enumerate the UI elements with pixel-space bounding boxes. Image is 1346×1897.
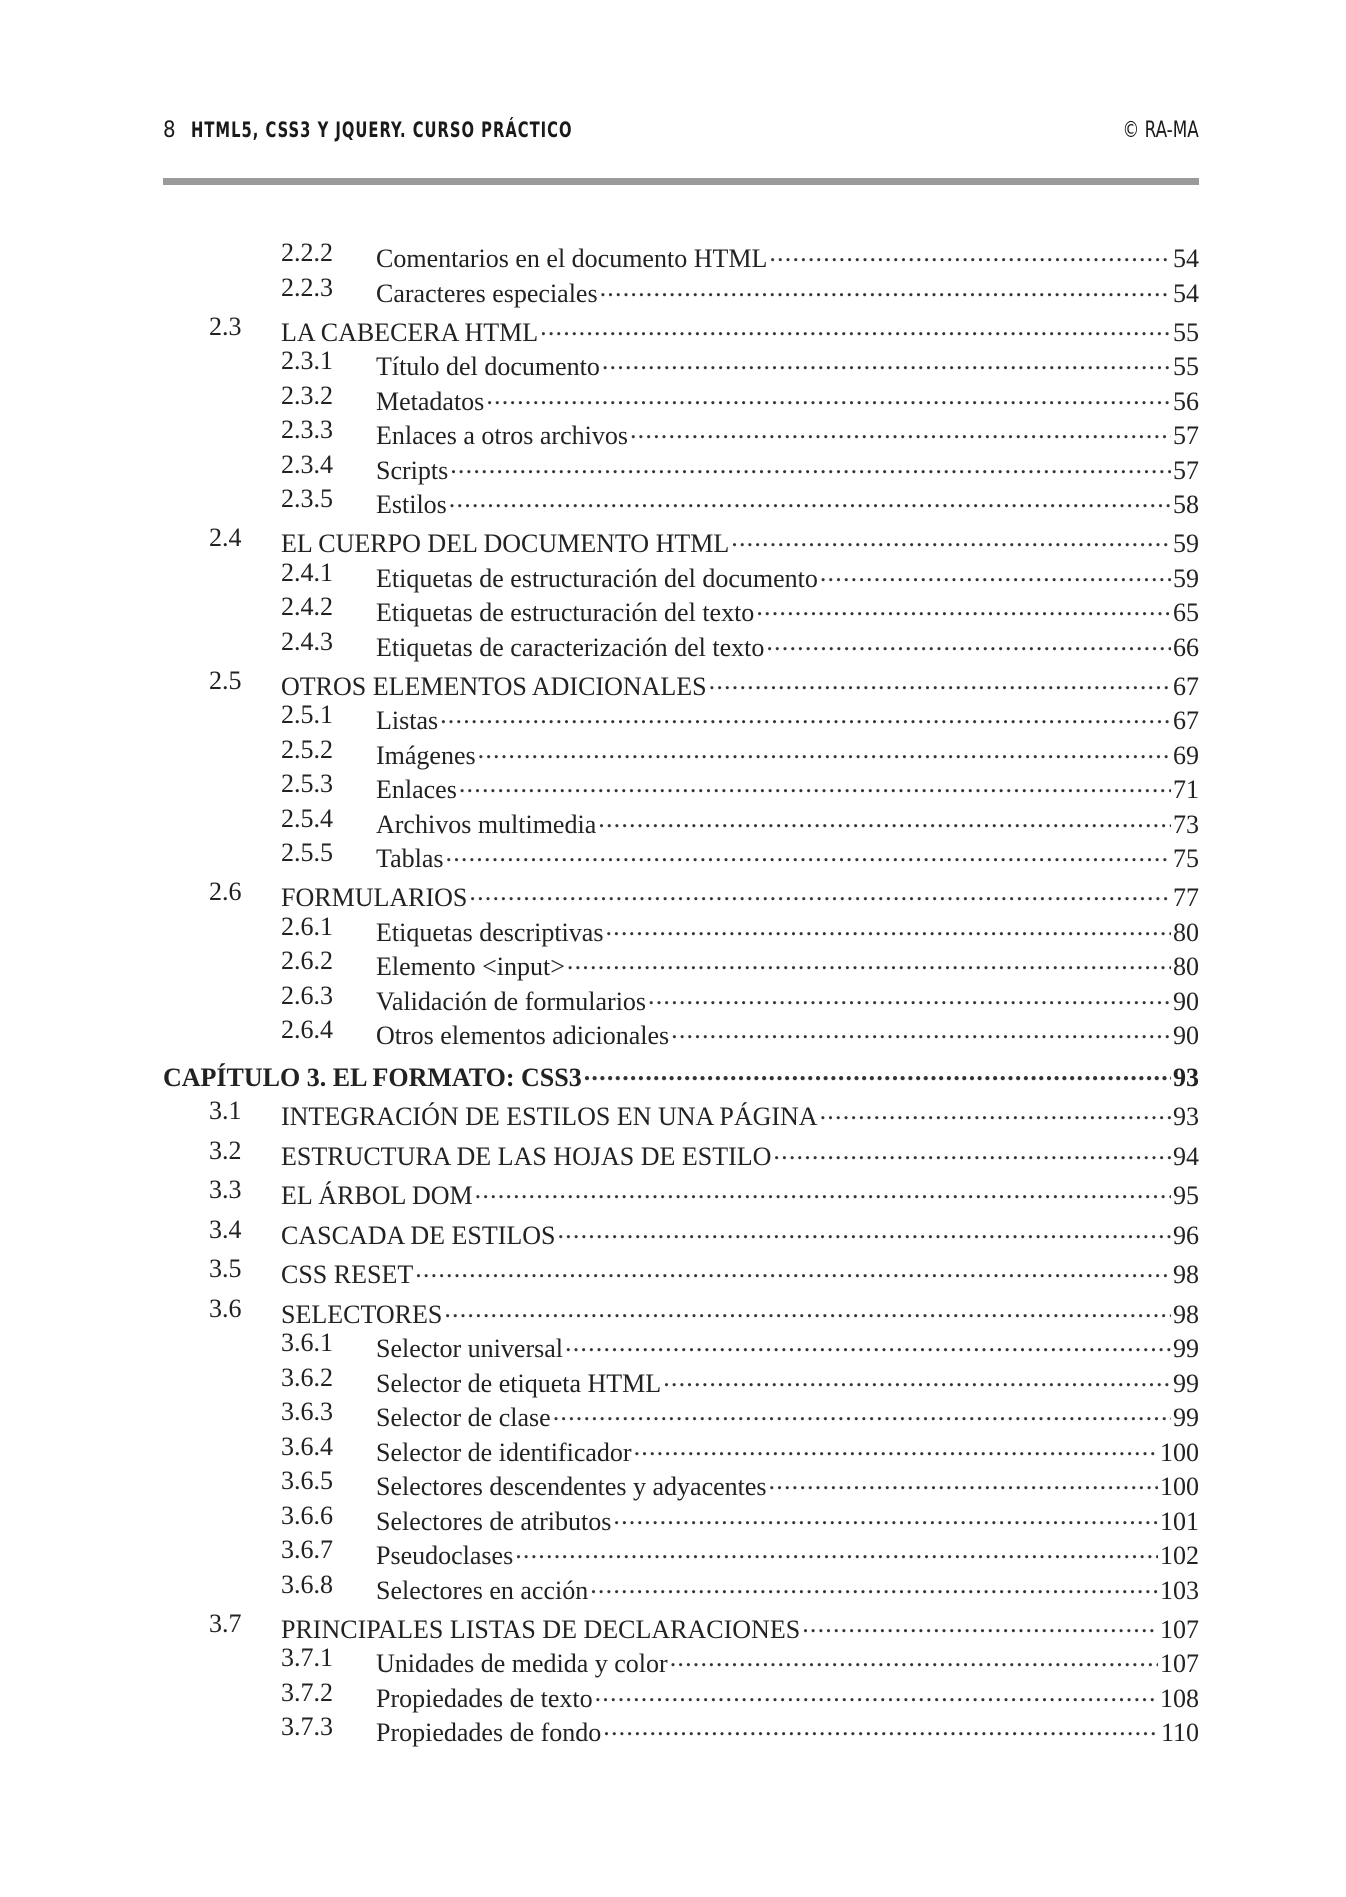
toc-entry-number: 2.5.2 (281, 735, 333, 764)
dot-leader (446, 838, 1172, 867)
toc-entry (0, 1570, 1346, 1605)
toc-entry-number: 3.6.3 (281, 1397, 333, 1426)
toc-entry (0, 415, 1346, 450)
dot-leader (598, 804, 1171, 833)
toc-entry (0, 1501, 1346, 1536)
toc-entry-page: 65 (1173, 597, 1199, 627)
toc-entry-title: Etiquetas de estructuración del texto (376, 597, 755, 627)
toc-entry-number: 3.6.6 (281, 1501, 333, 1530)
toc-entry-title: Selector de etiqueta HTML (376, 1368, 662, 1398)
running-header (163, 118, 1199, 148)
toc-entry-number: 2.6.2 (281, 946, 333, 975)
toc-entry-number: 2.3.3 (281, 415, 333, 444)
dot-leader (486, 381, 1171, 410)
dot-leader (540, 312, 1171, 341)
toc-entry-page: 57 (1173, 420, 1199, 450)
toc-entry-page: 59 (1173, 528, 1199, 558)
toc-entry-page: 80 (1173, 917, 1199, 947)
toc-entry-title: OTROS ELEMENTOS ADICIONALES (281, 671, 707, 701)
toc-entry-number: 2.5.4 (281, 804, 333, 833)
toc-entry-title: Metadatos (376, 386, 485, 416)
toc-entry-number: 3.7.1 (281, 1643, 333, 1672)
toc-entry (0, 381, 1346, 416)
toc-entry-number: 2.5 (209, 666, 242, 695)
toc-entry-title: Validación de formularios (376, 986, 647, 1016)
toc-entry-number: 2.5.3 (281, 769, 333, 798)
toc-entry (0, 877, 1346, 912)
toc-entry-page: 99 (1173, 1368, 1199, 1398)
toc-entry-title: EL CUERPO DEL DOCUMENTO HTML (281, 528, 730, 558)
toc-entry-title: Listas (376, 705, 439, 735)
toc-entry-title: Enlaces a otros archivos (376, 420, 628, 450)
toc-entry-page: 101 (1160, 1506, 1199, 1536)
toc-entry-number: 3.6.1 (281, 1328, 333, 1357)
dot-leader (440, 700, 1171, 729)
toc-entry-page: 67 (1173, 671, 1199, 701)
dot-leader (595, 1678, 1158, 1707)
toc-entry (0, 1432, 1346, 1467)
toc-entry (0, 1466, 1346, 1501)
toc-entry-number: 2.6 (209, 877, 242, 906)
dot-leader (557, 1215, 1171, 1244)
toc-entry-number: 3.6.5 (281, 1466, 333, 1495)
dot-leader (648, 981, 1171, 1010)
toc-entry-title: EL ÁRBOL DOM (281, 1180, 473, 1210)
toc-entry-page: 73 (1173, 809, 1199, 839)
toc-entry-page: 107 (1160, 1614, 1199, 1644)
dot-leader (459, 769, 1171, 798)
toc-entry (0, 238, 1346, 273)
book-title: HTML5, CSS3 Y JQUERY. CURSO PRÁCTICO (191, 118, 573, 142)
toc-entry (0, 769, 1346, 804)
toc-entry (0, 1057, 1346, 1092)
toc-entry-title: Estilos (376, 489, 447, 519)
toc-entry-number: 3.6.4 (281, 1432, 333, 1461)
toc-entry (0, 1712, 1346, 1747)
toc-entry-page: 55 (1173, 317, 1199, 347)
toc-entry-page: 77 (1173, 882, 1199, 912)
toc-entry-page: 90 (1173, 1020, 1199, 1050)
toc-entry (0, 1609, 1346, 1644)
toc-entry (0, 312, 1346, 347)
toc-entry-title: SELECTORES (281, 1299, 443, 1329)
dot-leader (415, 1254, 1171, 1283)
toc-entry-page: 108 (1160, 1683, 1199, 1713)
dot-leader (766, 627, 1171, 656)
toc-entry (0, 592, 1346, 627)
toc-entry-number: 3.5 (209, 1254, 242, 1283)
dot-leader (709, 666, 1171, 695)
dot-leader (553, 1397, 1171, 1426)
toc-entry-title: Imágenes (376, 740, 476, 770)
toc-entry-number: 2.5.5 (281, 838, 333, 867)
publisher-mark: © RA-MA (1122, 118, 1199, 143)
toc-entry (0, 346, 1346, 381)
toc-entry-number: 3.3 (209, 1175, 242, 1204)
toc-entry-number: 2.3.2 (281, 381, 333, 410)
toc-entry-title: Selector universal (376, 1333, 563, 1363)
dot-leader (450, 450, 1171, 479)
toc-entry (0, 912, 1346, 947)
toc-entry-page: 95 (1173, 1180, 1199, 1210)
toc-entry-title: Caracteres especiales (376, 278, 598, 308)
dot-leader (663, 1363, 1171, 1392)
toc-entry-title: CASCADA DE ESTILOS (281, 1220, 556, 1250)
toc-entry-number: 3.6.7 (281, 1535, 333, 1564)
toc-entry-number: 2.6.1 (281, 912, 333, 941)
toc-entry-number: 3.7.2 (281, 1678, 333, 1707)
toc-entry-page: 56 (1173, 386, 1199, 416)
dot-leader (478, 735, 1171, 764)
toc-entry-number: 2.6.3 (281, 981, 333, 1010)
toc-entry-title: Selectores en acción (376, 1575, 589, 1605)
toc-entry-page: 59 (1173, 563, 1199, 593)
toc-entry-page: 67 (1173, 705, 1199, 735)
toc-entry-number: 2.3.4 (281, 450, 333, 479)
toc-entry-page: 99 (1173, 1333, 1199, 1363)
toc-entry (0, 1175, 1346, 1210)
toc-entry-number: 2.3 (209, 312, 242, 341)
header-rule (163, 178, 1199, 185)
toc-entry-title: Pseudoclases (376, 1540, 514, 1570)
dot-leader (444, 1294, 1171, 1323)
toc-entry-page: 98 (1173, 1299, 1199, 1329)
toc-entry (0, 1678, 1346, 1713)
toc-entry-title: Propiedades de fondo (376, 1717, 602, 1747)
toc-entry-title: Propiedades de texto (376, 1683, 593, 1713)
toc-entry-page: 102 (1160, 1540, 1199, 1570)
toc-entry-page: 96 (1173, 1220, 1199, 1250)
toc-entry-page: 110 (1160, 1717, 1199, 1747)
toc-entry (0, 273, 1346, 308)
dot-leader (605, 912, 1171, 941)
dot-leader (475, 1175, 1171, 1204)
toc-entry-number: 2.2.2 (281, 238, 333, 267)
dot-leader (756, 592, 1171, 621)
toc-entry-page: 90 (1173, 986, 1199, 1016)
toc-entry-title: LA CABECERA HTML (281, 317, 539, 347)
toc-entry (0, 450, 1346, 485)
toc-entry-page: 57 (1173, 455, 1199, 485)
toc-entry-title: Selector de clase (376, 1402, 551, 1432)
dot-leader (802, 1609, 1158, 1638)
toc-entry-title: Enlaces (376, 774, 457, 804)
toc-entry-page: 107 (1160, 1648, 1199, 1678)
toc-entry (0, 838, 1346, 873)
toc-entry-page: 69 (1173, 740, 1199, 770)
toc-entry-number: 3.4 (209, 1215, 242, 1244)
toc-entry (0, 1015, 1346, 1050)
toc-entry-title: Título del documento (376, 351, 600, 381)
toc-entry-title: Selector de identificador (376, 1437, 632, 1467)
dot-leader (565, 1328, 1171, 1357)
toc-entry-number: 2.3.1 (281, 346, 333, 375)
dot-leader (820, 558, 1171, 587)
toc-entry-number: 3.7.3 (281, 1712, 333, 1741)
dot-leader (769, 1466, 1158, 1495)
toc-entry-number: 2.4.1 (281, 558, 333, 587)
toc-entry-page: 93 (1173, 1062, 1199, 1092)
dot-leader (820, 1096, 1171, 1125)
toc-entry-page: 98 (1173, 1259, 1199, 1289)
toc-entry-title: Tablas (376, 843, 444, 873)
dot-leader (731, 523, 1171, 552)
toc-entry-number: 3.6.2 (281, 1363, 333, 1392)
toc-entry-page: 100 (1160, 1437, 1199, 1467)
toc-entry-title: Elemento <input> (376, 951, 565, 981)
toc-entry-number: 3.6.8 (281, 1570, 333, 1599)
toc-entry (0, 981, 1346, 1016)
toc-entry (0, 523, 1346, 558)
dot-leader (769, 238, 1171, 267)
dot-leader (567, 946, 1171, 975)
toc-entry-number: 2.2.3 (281, 273, 333, 302)
toc-entry-page: 54 (1173, 243, 1199, 273)
toc-entry-title: Selectores de atributos (376, 1506, 612, 1536)
dot-leader (590, 1570, 1158, 1599)
toc-entry-number: 2.6.4 (281, 1015, 333, 1044)
toc-entry (0, 1254, 1346, 1289)
toc-entry-page: 55 (1173, 351, 1199, 381)
toc-entry (0, 558, 1346, 593)
toc-entry-title: Unidades de medida y color (376, 1648, 668, 1678)
dot-leader (603, 1712, 1159, 1741)
toc-entry-title: Scripts (376, 455, 449, 485)
toc-entry-number: 3.7 (209, 1609, 242, 1638)
toc-entry (0, 1535, 1346, 1570)
dot-leader (602, 346, 1171, 375)
toc-entry-page: 93 (1173, 1101, 1199, 1131)
toc-entry-number: 3.6 (209, 1294, 242, 1323)
toc-entry-title: Etiquetas descriptivas (376, 917, 604, 947)
toc-entry-page: 100 (1160, 1471, 1199, 1501)
toc-entry (0, 1096, 1346, 1131)
toc-entry-number: 3.2 (209, 1136, 242, 1165)
page-number: 8 (163, 118, 176, 143)
dot-leader (449, 484, 1171, 513)
dot-leader (630, 415, 1171, 444)
toc-entry-page: 75 (1173, 843, 1199, 873)
toc-entry-title: Comentarios en el documento HTML (376, 243, 768, 273)
toc-entry (0, 1294, 1346, 1329)
toc-entry-title: Selectores descendentes y adyacentes (376, 1471, 767, 1501)
toc-entry (0, 1215, 1346, 1250)
dot-leader (584, 1057, 1171, 1086)
toc-entry (0, 666, 1346, 701)
toc-entry-title: CAPÍTULO 3. EL FORMATO: CSS3 (163, 1062, 582, 1092)
toc-entry-number: 3.1 (209, 1096, 242, 1125)
toc-entry-title: ESTRUCTURA DE LAS HOJAS DE ESTILO (281, 1141, 772, 1171)
toc-entry-number: 2.4 (209, 523, 242, 552)
toc-entry (0, 1643, 1346, 1678)
toc-entry-number: 2.4.2 (281, 592, 333, 621)
toc-entry-title: Etiquetas de estructuración del documento (376, 563, 818, 593)
dot-leader (469, 877, 1171, 906)
toc-entry-title: PRINCIPALES LISTAS DE DECLARACIONES (281, 1614, 801, 1644)
toc-entry-page: 103 (1160, 1575, 1199, 1605)
toc-entry (0, 1328, 1346, 1363)
toc-entry-title: Etiquetas de caracterización del texto (376, 632, 765, 662)
dot-leader (773, 1136, 1171, 1165)
toc-entry (0, 627, 1346, 662)
toc-entry-title: Otros elementos adicionales (376, 1020, 670, 1050)
dot-leader (613, 1501, 1158, 1530)
toc-entry (0, 700, 1346, 735)
dot-leader (671, 1015, 1171, 1044)
toc-entry (0, 735, 1346, 770)
dot-leader (670, 1643, 1158, 1672)
toc-entry-number: 2.4.3 (281, 627, 333, 656)
toc-entry-page: 94 (1173, 1141, 1199, 1171)
toc-entry-page: 80 (1173, 951, 1199, 981)
toc-entry (0, 946, 1346, 981)
toc-entry-page: 66 (1173, 632, 1199, 662)
toc-entry-page: 54 (1173, 278, 1199, 308)
toc-entry-title: Archivos multimedia (376, 809, 597, 839)
toc-entry-page: 71 (1173, 774, 1199, 804)
toc-entry (0, 1136, 1346, 1171)
toc-entry-title: CSS RESET (281, 1259, 414, 1289)
toc-entry (0, 1397, 1346, 1432)
toc-entry-number: 2.3.5 (281, 484, 333, 513)
dot-leader (600, 273, 1171, 302)
toc-entry-number: 2.5.1 (281, 700, 333, 729)
toc-entry-title: INTEGRACIÓN DE ESTILOS EN UNA PÁGINA (281, 1101, 818, 1131)
toc-entry-title: FORMULARIOS (281, 882, 468, 912)
toc-entry-page: 58 (1173, 489, 1199, 519)
toc-entry (0, 1363, 1346, 1398)
toc-entry-page: 99 (1173, 1402, 1199, 1432)
dot-leader (515, 1535, 1158, 1564)
toc-entry (0, 804, 1346, 839)
dot-leader (634, 1432, 1158, 1461)
toc-entry (0, 484, 1346, 519)
